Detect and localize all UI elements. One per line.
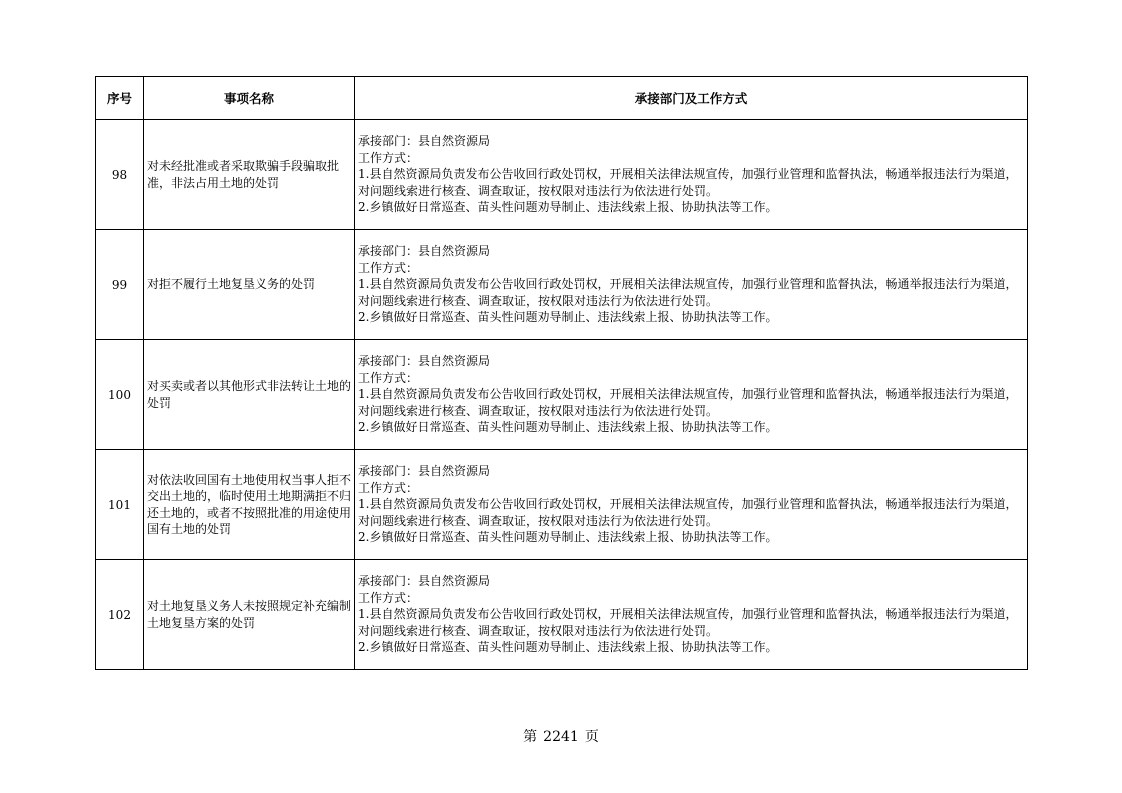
matters-table <box>95 76 1027 670</box>
row-method-item-2: 2.乡镇做好日常巡查、苗头性问题劝导制止、违法线索上报、协助执法等工作。 <box>358 530 778 545</box>
row-method-item-2: 2.乡镇做好日常巡查、苗头性问题劝导制止、违法线索上报、协助执法等工作。 <box>358 640 778 655</box>
table-row <box>96 230 1028 340</box>
table-row <box>96 450 1028 560</box>
row-method-item-2: 2.乡镇做好日常巡查、苗头性问题劝导制止、违法线索上报、协助执法等工作。 <box>358 310 778 325</box>
table-row <box>96 120 1028 230</box>
row-method-item-1: 1.县自然资源局负责发布公告收回行政处罚权，开展相关法律法规宣传，加强行业管理和监督执法，畅通举报违法行为渠道，对问题线索进行核查、调查取证，按权限对违法行为依法进行处罚。 <box>358 277 1018 308</box>
row-method-item-1: 1.县自然资源局负责发布公告收回行政处罚权，开展相关法律法规宣传，加强行业管理和监督执法，畅通举报违法行为渠道，对问题线索进行核查、调查取证，按权限对违法行为依法进行处罚。 <box>358 167 1018 198</box>
header-item-name: 事项名称 <box>144 77 355 120</box>
row-method-label: 工作方式： <box>358 590 419 605</box>
header-serial-number: 序号 <box>96 77 144 120</box>
row-serial-number: 98 <box>96 120 144 230</box>
row-department-method <box>355 230 1028 340</box>
row-method-label: 工作方式： <box>358 260 419 275</box>
header-department-method: 承接部门及工作方式 <box>355 77 1028 120</box>
row-method-label: 工作方式： <box>358 370 419 385</box>
page-number: 2241 <box>543 729 579 745</box>
row-department: 承接部门：县自然资源局 <box>358 574 491 589</box>
row-serial-number: 99 <box>96 230 144 340</box>
row-method-item-1: 1.县自然资源局负责发布公告收回行政处罚权，开展相关法律法规宣传，加强行业管理和监督执法，畅通举报违法行为渠道，对问题线索进行核查、调查取证，按权限对违法行为依法进行处罚。 <box>358 607 1018 638</box>
table-header-row <box>96 77 1028 120</box>
row-method-label: 工作方式： <box>358 150 419 165</box>
row-department-method <box>355 340 1028 450</box>
row-method-item-1: 1.县自然资源局负责发布公告收回行政处罚权，开展相关法律法规宣传，加强行业管理和监督执法，畅通举报违法行为渠道，对问题线索进行核查、调查取证，按权限对违法行为依法进行处罚。 <box>358 497 1018 528</box>
row-item-name: 对买卖或者以其他形式非法转让土地的处罚 <box>144 340 355 450</box>
row-item-name: 对依法收回国有土地使用权当事人拒不交出土地的，临时使用土地期满拒不归还土地的，或者不按照批准的用途使用国有土地的处罚 <box>144 450 355 560</box>
row-method-item-2: 2.乡镇做好日常巡查、苗头性问题劝导制止、违法线索上报、协助执法等工作。 <box>358 420 778 435</box>
row-department: 承接部门：县自然资源局 <box>358 134 491 149</box>
page-footer-prefix: 第 <box>523 729 538 745</box>
row-department: 承接部门：县自然资源局 <box>358 244 491 259</box>
row-serial-number: 102 <box>96 560 144 670</box>
matters-table-grid <box>95 76 1028 670</box>
row-serial-number: 100 <box>96 340 144 450</box>
row-department-method <box>355 120 1028 230</box>
row-department: 承接部门：县自然资源局 <box>358 464 491 479</box>
table-row <box>96 340 1028 450</box>
row-item-name: 对拒不履行土地复垦义务的处罚 <box>144 230 355 340</box>
row-item-name: 对土地复垦义务人未按照规定补充编制土地复垦方案的处罚 <box>144 560 355 670</box>
row-item-name: 对未经批准或者采取欺骗手段骗取批准，非法占用土地的处罚 <box>144 120 355 230</box>
page-footer-suffix: 页 <box>584 729 599 745</box>
row-serial-number: 101 <box>96 450 144 560</box>
row-method-item-2: 2.乡镇做好日常巡查、苗头性问题劝导制止、违法线索上报、协助执法等工作。 <box>358 200 778 215</box>
row-department: 承接部门：县自然资源局 <box>358 354 491 369</box>
row-method-label: 工作方式： <box>358 480 419 495</box>
page-footer <box>0 726 1122 746</box>
row-department-method <box>355 560 1028 670</box>
row-method-item-1: 1.县自然资源局负责发布公告收回行政处罚权，开展相关法律法规宣传，加强行业管理和监督执法，畅通举报违法行为渠道，对问题线索进行核查、调查取证，按权限对违法行为依法进行处罚。 <box>358 387 1018 418</box>
row-department-method <box>355 450 1028 560</box>
table-row <box>96 560 1028 670</box>
